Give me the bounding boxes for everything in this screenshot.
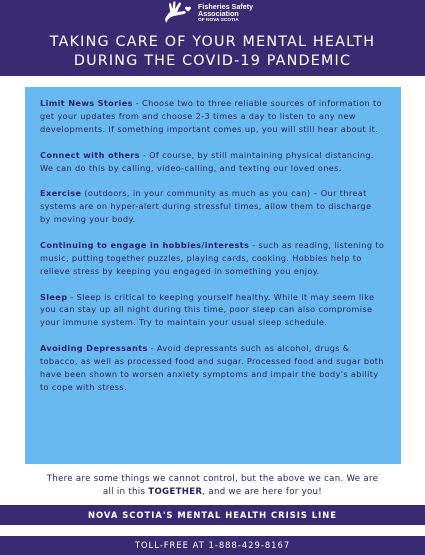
logo-text: [198, 3, 253, 24]
hand-heart-logo-icon: [162, 1, 196, 25]
tip-sleep: [40, 291, 385, 330]
title-line-1: TAKING CARE OF YOUR MENTAL HEALTH: [49, 34, 376, 50]
tips-list: [40, 97, 385, 407]
closing-text-before: There are some things we cannot control, but the above we can. We are all in this: [46, 474, 379, 497]
tip-hobbies: [40, 239, 385, 278]
title-line-2: DURING THE COVID-19 PANDEMIC: [73, 53, 352, 69]
tip-text: - Avoid depressants such as alcohol, drugs & tobacco, as well as processed food and sugar. Processed food and sugar both have been shown to worsen anxiety symptoms and impair the body's ability to cope with stress.: [40, 343, 384, 392]
closing-message: [40, 473, 385, 499]
logo-line-2: Association: [198, 9, 239, 19]
closing-emphasis: TOGETHER: [148, 486, 203, 497]
tip-title: Connect with others: [40, 149, 140, 160]
page-title: [0, 33, 425, 71]
tip-text: - Choose two to three reliable sources of information to get your updates from and choose 2-3 times a day to listen to any new developments. If something important comes up, you will still hear about it.: [40, 98, 382, 134]
crisis-line-phone: TOLL-FREE AT 1-888-429-8167: [0, 536, 425, 555]
tip-connect-others: [40, 149, 385, 175]
tip-title: Exercise: [40, 188, 82, 199]
tip-title: Continuing to engage in hobbies/interests: [40, 239, 250, 250]
organization-logo: [162, 1, 272, 25]
tip-text: - Sleep is critical to keeping yourself healthy. While it may seem like you can stay up all night during this time, poor sleep can also compromise your immune system. Try to maintain your usual sleep schedule.: [40, 291, 375, 328]
tip-title: Avoiding Depressants: [40, 343, 148, 354]
crisis-line-label: NOVA SCOTIA'S MENTAL HEALTH CRISIS LINE: [0, 505, 425, 525]
header-banner: [0, 0, 425, 76]
tip-avoid-depressants: [40, 342, 385, 394]
tip-text: - Of course, by still maintaining physical distancing. We can do this by calling, video-calling, and texting our loved ones.: [40, 149, 374, 173]
logo-line-1: Fisheries Safety: [198, 2, 254, 11]
tip-exercise: [40, 187, 385, 226]
tip-title: Limit News Stories: [40, 98, 133, 108]
closing-text-after: , and we are here for you!: [202, 486, 323, 497]
tip-text: - such as reading, listening to music, putting together puzzles, playing cards, cooking. Hobbies help to relieve stress by keeping you engaged in something you enjoy.: [40, 239, 385, 276]
tip-text: (outdoors, in your community as much as you can) – Our threat systems are on hyper-alert during stressful times, allow them to discharge by moving your body.: [40, 188, 372, 225]
tip-limit-news: [40, 97, 385, 136]
logo-line-3: OF NOVA SCOTIA: [198, 17, 239, 23]
tip-title: Sleep: [40, 291, 68, 302]
